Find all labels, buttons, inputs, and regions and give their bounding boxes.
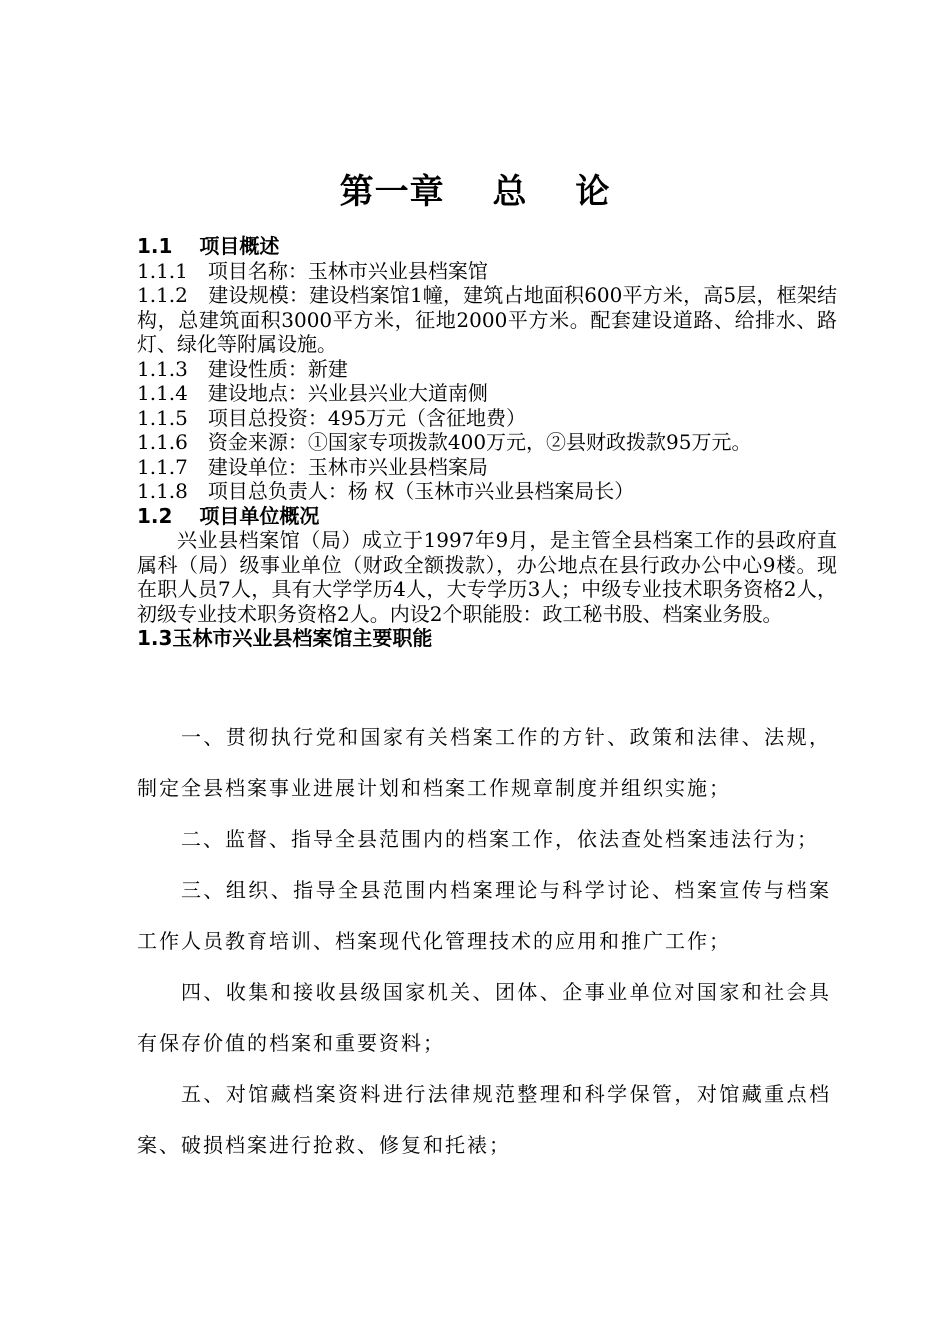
chapter-title: 第一章 总 论 (339, 172, 611, 212)
item-1-1-1: 1.1.1 项目名称：玉林市兴业县档案馆 (137, 258, 488, 283)
item-1-1-2: 1.1.2 建设规模：建设档案馆1幢，建筑占地面积600平方米，高5层，框架结构，总建筑面积3000平方米，征地2000平方米。配套建设道路、给排水、路灯、绿化等附属设施。 (137, 283, 837, 356)
duties-list (137, 712, 831, 1171)
item-1-1-8: 1.1.8 项目总负责人：杨 权（玉林市兴业县档案局长） (137, 479, 635, 503)
unit-overview-paragraph: 兴业县档案馆（局）成立于1997年9月，是主管全县档案工作的县政府直属科（局）级事业单位（财政全额拨款），办公地点在县行政办公中心9楼。现在职人员7人，具有大学学历4人，大专学历3人；中级专业技术职务资格2人，初级专业技术职务资格2人。内设2个职能股：政工秘书股、档案业务股。 (137, 528, 837, 626)
item-1-1-5: 1.1.5 项目总投资：495万元（含征地费） (137, 405, 527, 430)
document-body (137, 234, 837, 651)
duty-item: 一、贯彻执行党和国家有关档案工作的方针、政策和法律、法规，制定全县档案事业进展计划和档案工作规章制度并组织实施； (137, 725, 831, 800)
duty-item: 四、收集和接收县级国家机关、团体、企事业单位对国家和社会具有保存价值的档案和重要资料； (137, 980, 831, 1055)
item-1-1-4: 1.1.4 建设地点：兴业县兴业大道南侧 (137, 381, 488, 405)
item-1-1-3: 1.1.3 建设性质：新建 (137, 356, 348, 381)
section-heading-1-2: 1.2 项目单位概况 (137, 503, 320, 528)
section-heading-1-3: 1.3玉林市兴业县档案馆主要职能 (137, 626, 433, 650)
section-heading-1-1: 1.1 项目概述 (137, 234, 280, 258)
item-1-1-6: 1.1.6 资金来源：①国家专项拨款400万元，②县财政拨款95万元。 (137, 430, 752, 454)
duty-item: 二、监督、指导全县范围内的档案工作，依法查处档案违法行为； (181, 827, 819, 851)
duty-item: 五、对馆藏档案资料进行法律规范整理和科学保管，对馆藏重点档案、破损档案进行抢救、修复和托裱； (137, 1082, 831, 1157)
duty-item: 三、组织、指导全县范围内档案理论与科学讨论、档案宣传与档案工作人员教育培训、档案现代化管理技术的应用和推广工作； (137, 878, 831, 953)
item-1-1-7: 1.1.7 建设单位：玉林市兴业县档案局 (137, 454, 488, 479)
